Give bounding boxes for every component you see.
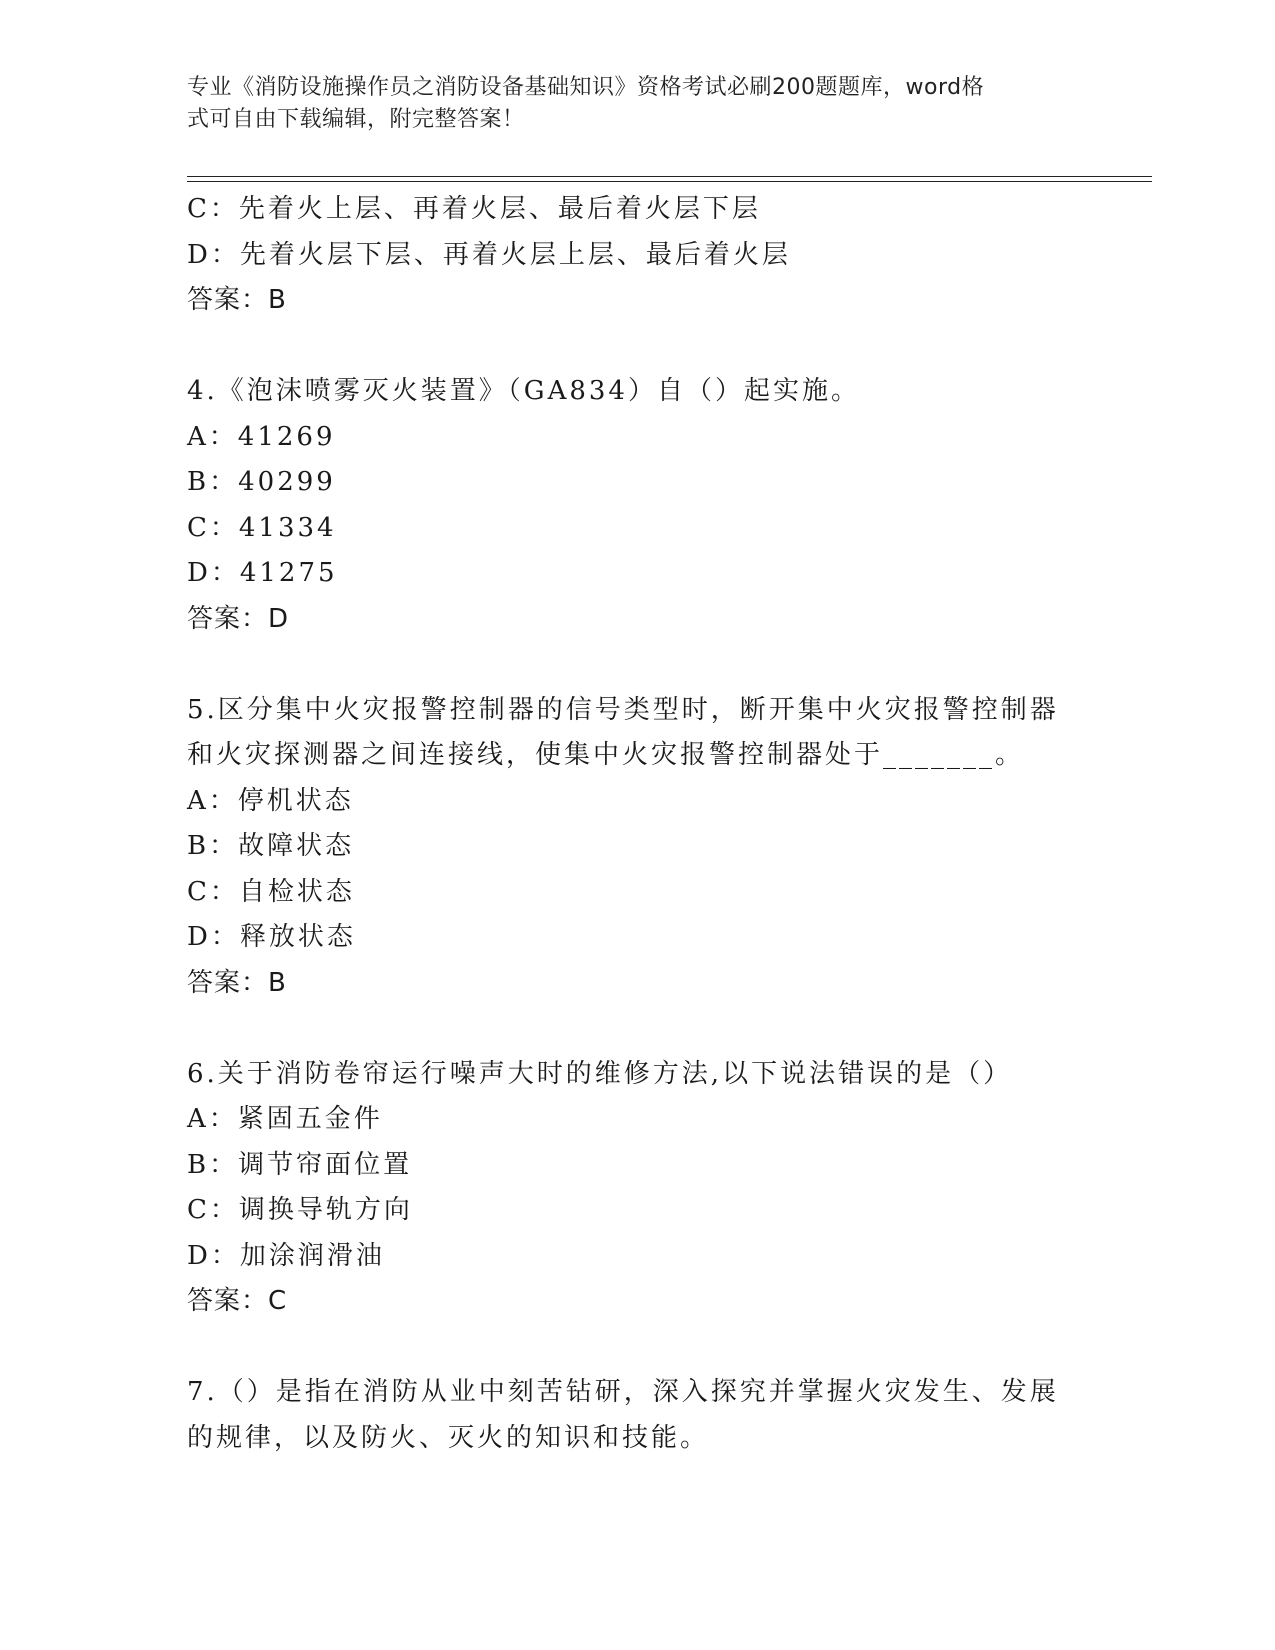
- option-a: A：停机状态: [187, 785, 354, 816]
- option-b: B：故障状态: [187, 831, 355, 861]
- option-d: D：先着火层下层、再着火层上层、最后着火层: [187, 239, 791, 270]
- option-a: A：41269: [187, 421, 336, 452]
- question-text-line-1: 7.（）是指在消防从业中刻苦钻研，深入探究并掌握火灾发生、发展: [187, 1377, 1059, 1407]
- option-b: B：调节帘面位置: [187, 1149, 413, 1180]
- option-d: D：释放状态: [187, 922, 356, 952]
- question-block-5: [187, 688, 1067, 1007]
- question-text: 4.《泡沫喷雾灭火装置》（GA834）自（）起实施。: [187, 376, 860, 406]
- option-b: B：40299: [187, 467, 336, 497]
- question-block-6: [187, 1052, 1067, 1325]
- question-text-line-1: 5.区分集中火灾报警控制器的信号类型时，断开集中火灾报警控制器: [187, 694, 1059, 725]
- question-text-line-2: 和火灾探测器之间连接线，使集中火灾报警控制器处于_______。: [187, 740, 1025, 770]
- answer-line: 答案：B: [187, 285, 287, 315]
- document-header: [187, 72, 1067, 136]
- header-divider-bottom: [187, 181, 1152, 182]
- option-c: C：调换导轨方向: [187, 1195, 413, 1225]
- option-d: D：41275: [187, 558, 338, 588]
- spacer: [187, 324, 1067, 370]
- option-a: A：紧固五金件: [187, 1104, 383, 1134]
- option-c: C：先着火上层、再着火层、最后着火层下层: [187, 194, 761, 224]
- spacer: [187, 1006, 1067, 1052]
- answer-line: 答案：B: [187, 967, 287, 998]
- spacer: [187, 1325, 1067, 1371]
- question-block-7: [187, 1370, 1067, 1461]
- question-block-4: [187, 369, 1067, 642]
- spacer: [187, 642, 1067, 688]
- header-line-2: 式可自由下载编辑，附完整答案！: [187, 107, 525, 132]
- option-d: D：加涂润滑油: [187, 1240, 385, 1271]
- document-body: [187, 187, 1067, 1461]
- question-block-3-partial: [187, 187, 1067, 324]
- option-c: C：自检状态: [187, 876, 355, 907]
- answer-line: 答案：D: [187, 603, 290, 634]
- header-divider-top: [187, 176, 1152, 177]
- answer-line: 答案：C: [187, 1286, 288, 1316]
- question-text: 6.关于消防卷帘运行噪声大时的维修方法,以下说法错误的是（）: [187, 1058, 1013, 1089]
- header-line-1: 专业《消防设施操作员之消防设备基础知识》资格考试必刷200题题库，word格: [187, 75, 985, 100]
- option-c: C：41334: [187, 512, 337, 543]
- question-text-line-2: 的规律，以及防火、灭火的知识和技能。: [187, 1422, 710, 1453]
